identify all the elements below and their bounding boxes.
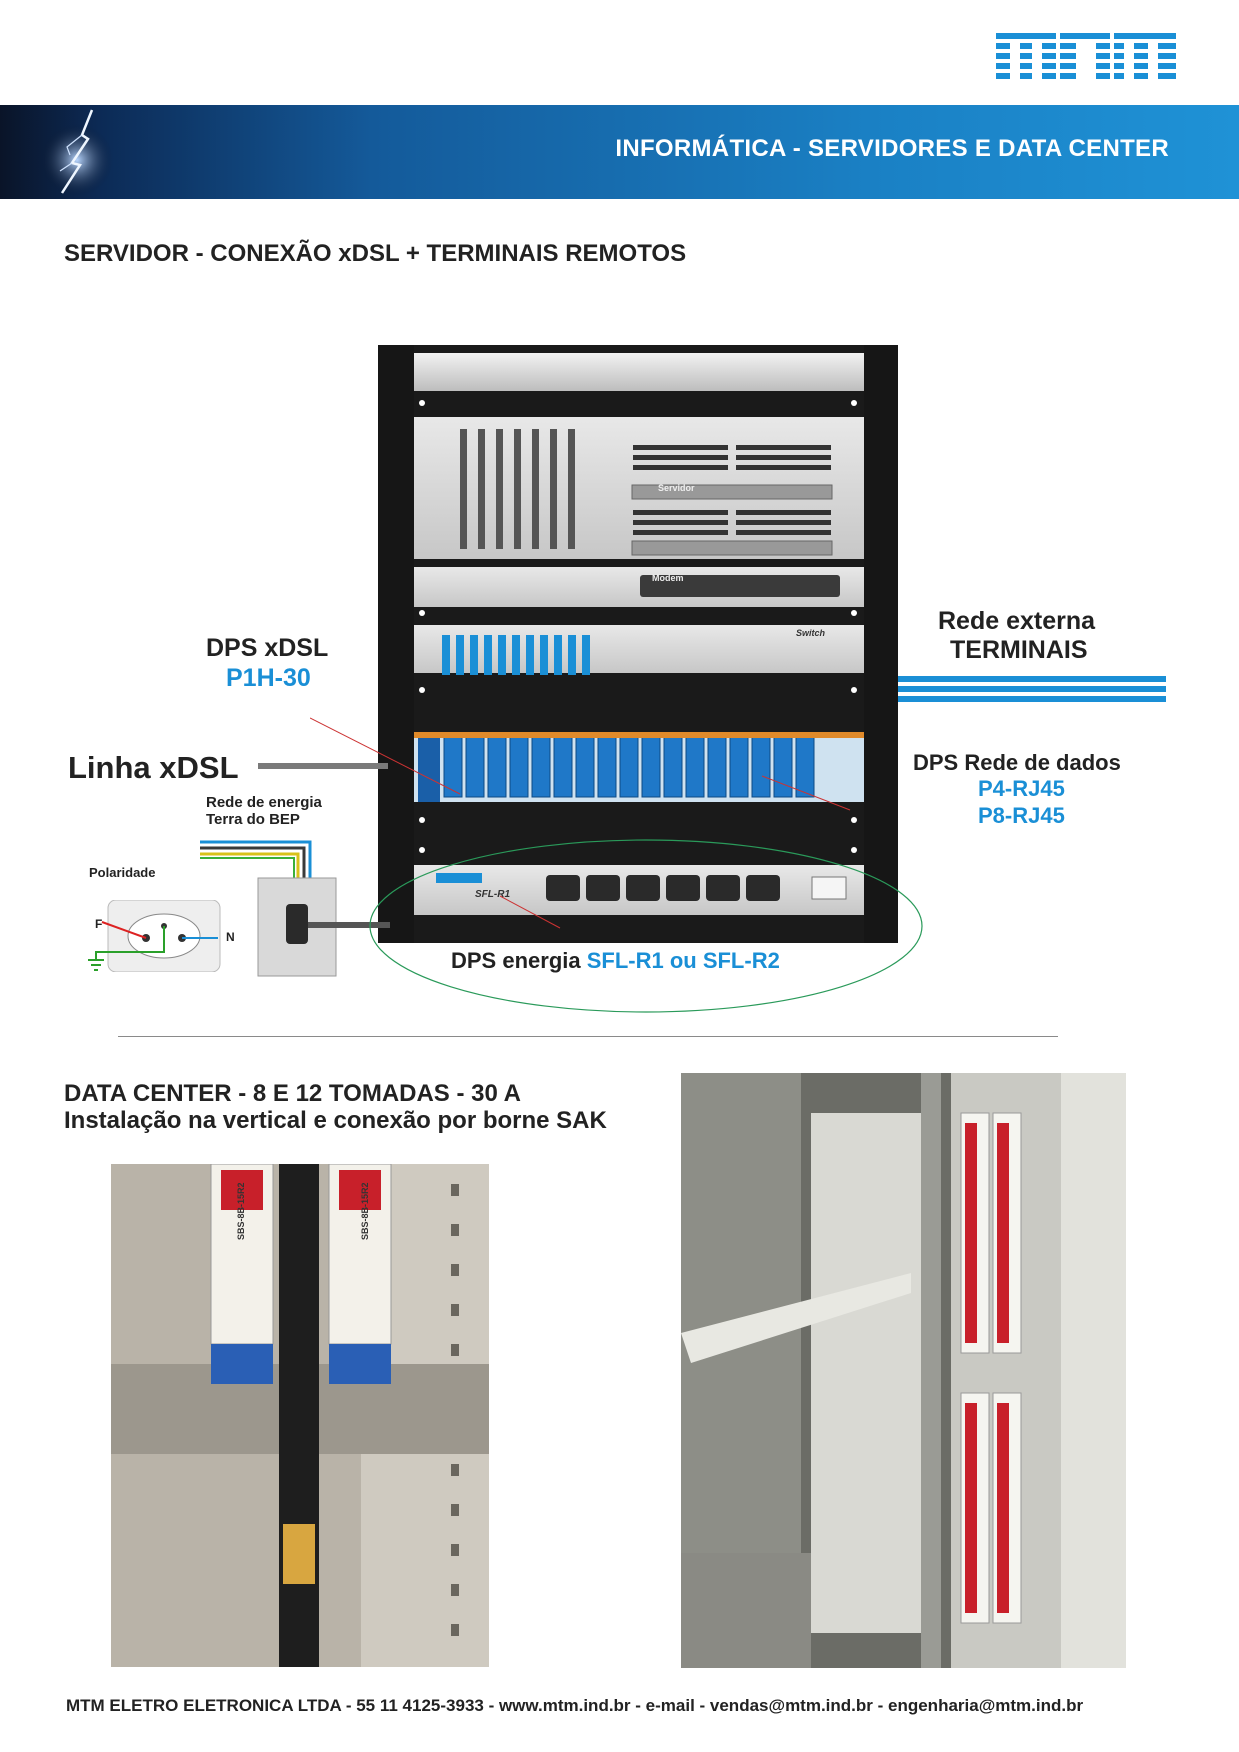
- terra-bep-label: Terra do BEP: [206, 811, 300, 828]
- rack-label-switch: Switch: [796, 628, 826, 638]
- section-subtitle-datacenter: Instalação na vertical e conexão por borne SAK: [64, 1107, 607, 1134]
- rack-label-servidor: Servidor: [658, 483, 695, 493]
- photo-left-label-1: SBS-8B-15R2: [236, 1182, 246, 1240]
- terminais-label: TERMINAIS: [950, 636, 1088, 664]
- dps-energia-label: [451, 948, 780, 974]
- polarity-f-label: F: [95, 917, 103, 931]
- lightning-icon: [22, 105, 112, 195]
- datacenter-photo-right: [681, 1073, 1126, 1668]
- mtm-logo: [996, 33, 1176, 81]
- footer-contact: MTM ELETRO ELETRONICA LTDA - 55 11 4125-3933 - www.mtm.ind.br - e-mail - vendas@mtm.ind.br - engenharia@mtm.ind.br: [66, 1696, 1084, 1715]
- section-divider: [118, 1036, 1058, 1037]
- datacenter-photo-left: [111, 1164, 489, 1667]
- dps-energia-models: SFL-R1 ou SFL-R2: [586, 948, 780, 973]
- section-title-servidor: SERVIDOR - CONEXÃO xDSL + TERMINAIS REMOTOS: [64, 240, 687, 267]
- rack-label-sfl: SFL-R1: [475, 889, 510, 900]
- dps-rede-dados-label: DPS Rede de dados: [913, 750, 1121, 775]
- polarity-socket-icon: [88, 900, 238, 972]
- polarity-n-label: N: [226, 930, 235, 944]
- dps-energia-text: DPS energia: [451, 948, 587, 973]
- energy-dps-ellipse: [366, 836, 926, 1016]
- p4-rj45-label: P4-RJ45: [978, 776, 1065, 801]
- photo-left-label-2: SBS-8B-15R2: [360, 1182, 370, 1240]
- section-title-datacenter: DATA CENTER - 8 E 12 TOMADAS - 30 A: [64, 1080, 521, 1107]
- polaridade-label: Polaridade: [89, 865, 156, 880]
- dps-xdsl-label: DPS xDSL: [206, 634, 329, 662]
- rack-label-modem: Modem: [652, 573, 684, 583]
- linha-xdsl-label: Linha xDSL: [68, 750, 239, 785]
- dps-xdsl-model: P1H-30: [226, 664, 311, 692]
- banner-title: INFORMÁTICA - SERVIDORES E DATA CENTER: [615, 135, 1169, 162]
- rede-energia-label: Rede de energia: [206, 794, 322, 811]
- rede-externa-label: Rede externa: [938, 607, 1096, 635]
- p8-rj45-label: P8-RJ45: [978, 803, 1065, 828]
